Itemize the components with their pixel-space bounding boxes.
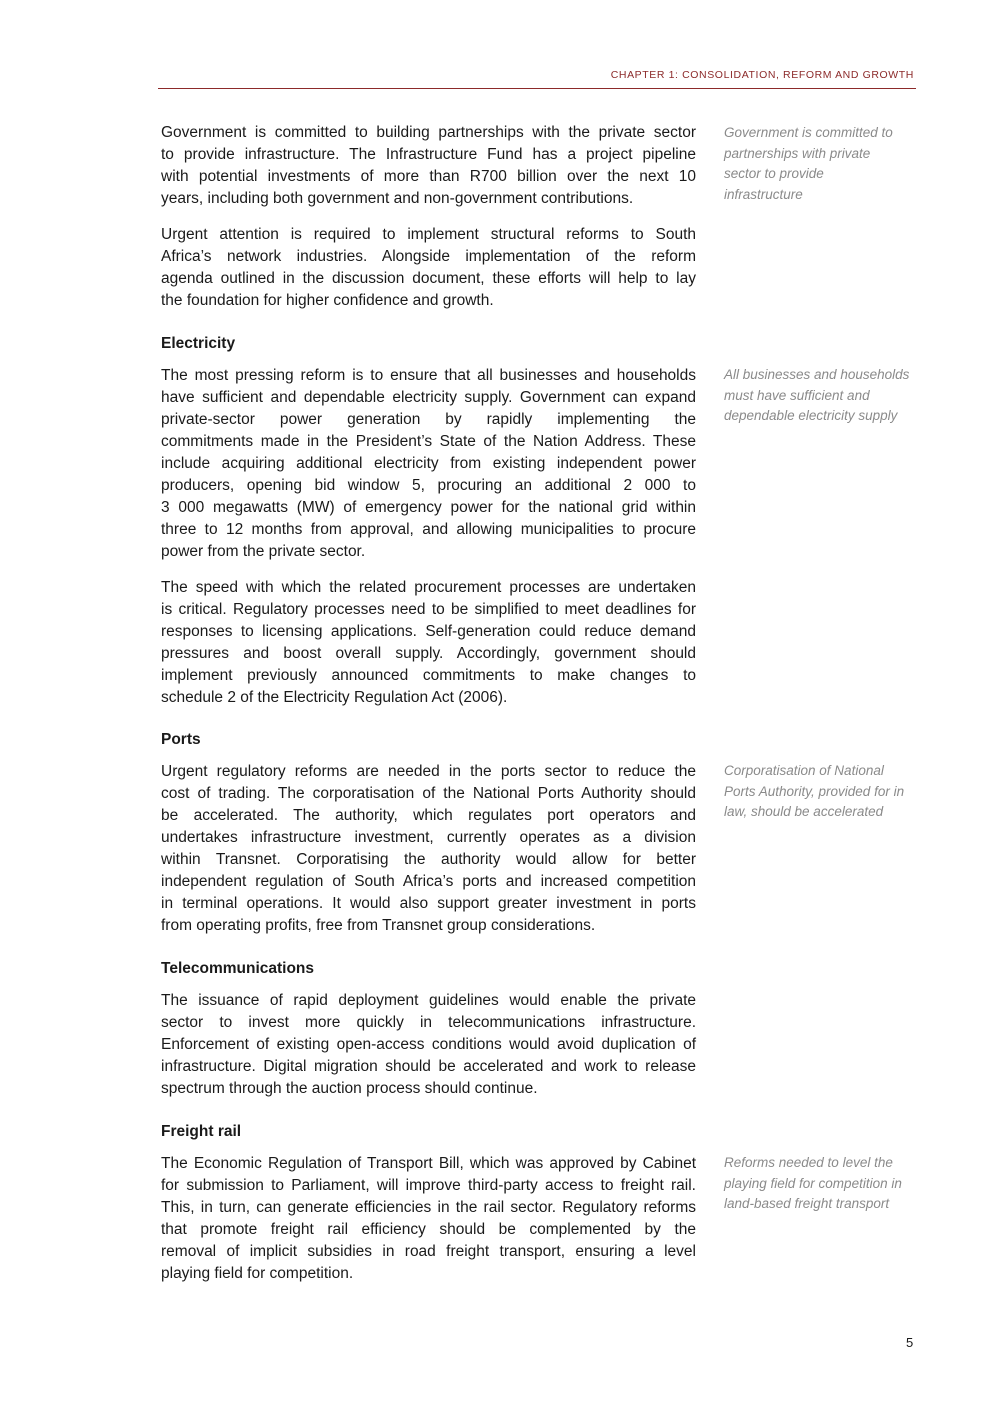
text-line: Urgent regulatory reforms are needed in the ports sector to reduce the [161, 763, 696, 780]
text-line: be accelerated. The authority, which regulates port operators and [161, 807, 696, 824]
heading-electricity: Electricity [161, 335, 236, 352]
text-line: Government is committed to building partnerships with the private sector [161, 124, 696, 141]
text-line: undertakes infrastructure investment, currently operates as a division [161, 829, 696, 846]
text-line: is critical. Regulatory processes need to be simplified to meet deadlines for [161, 601, 696, 618]
note-line: must have sufficient and [724, 387, 870, 403]
note-line: Government is committed to [724, 125, 893, 140]
margin-note-ports [724, 761, 924, 823]
text-line: Urgent attention is required to implement structural reforms to South [161, 226, 696, 243]
text-line: sector to invest more quickly in telecommunications infrastructure. [161, 1014, 696, 1031]
note-line: land-based freight transport [724, 1196, 890, 1211]
text-line: that promote freight rail efficiency should be complemented by the [161, 1221, 696, 1238]
text-line: to provide infrastructure. The Infrastructure Fund has a project pipeline [161, 146, 696, 163]
text-line: in terminal operations. It would also support greater investment in ports [161, 895, 696, 912]
heading-telecommunications: Telecommunications [161, 960, 315, 977]
text-line: producers, opening bid window 5, procuring an additional 2 000 to [161, 477, 696, 494]
paragraph-electricity-1 [161, 365, 696, 563]
text-line: 3 000 megawatts (MW) of emergency power for the national grid within [161, 499, 696, 516]
text-line: three to 12 months from approval, and allowing municipalities to procure [161, 521, 696, 538]
text-line: commitments made in the President’s State of the Nation Address. These [161, 433, 696, 450]
note-line: dependable electricity supply [724, 408, 898, 423]
text-line: Africa’s network industries. Alongside implementation of the reform [161, 248, 696, 265]
text-line: within Transnet. Corporatising the authority would allow for better [161, 851, 696, 868]
text-line: private-sector power generation by rapidly implementing the [161, 411, 696, 428]
paragraph-network-industries [161, 224, 696, 312]
text-line: Enforcement of existing open-access conditions would avoid duplication of [161, 1036, 696, 1053]
paragraph-telecommunications [161, 990, 696, 1100]
text-line: This, in turn, can generate efficiencies in the rail sector. Regulatory reforms [161, 1199, 696, 1216]
note-line: partnerships with private [724, 145, 871, 161]
note-line: Corporatisation of National [724, 763, 884, 778]
text-line: The Economic Regulation of Transport Bill, which was approved by Cabinet [161, 1155, 696, 1172]
chapter-title: CHAPTER 1: CONSOLIDATION, REFORM AND GROWTH [610, 69, 914, 81]
page-number: 5 [906, 1335, 914, 1350]
text-line: The most pressing reform is to ensure that all businesses and households [161, 367, 696, 384]
margin-note-infrastructure [724, 123, 924, 205]
note-line: Reforms needed to level the [724, 1155, 893, 1170]
text-line: spectrum through the auction process should continue. [161, 1080, 538, 1097]
text-line: removal of implicit subsidies in road freight transport, ensuring a level [161, 1243, 696, 1260]
note-line: law, should be accelerated [724, 804, 884, 819]
note-line: sector to provide [724, 166, 824, 181]
text-line: implement previously announced commitments to make changes to [161, 667, 696, 684]
text-line: from operating profits, free from Transnet group considerations. [161, 917, 596, 934]
text-line: cost of trading. The corporatisation of the National Ports Authority should [161, 785, 696, 802]
heading-ports: Ports [161, 731, 201, 748]
heading-freight-rail: Freight rail [161, 1123, 242, 1140]
text-line: playing field for competition. [161, 1265, 354, 1282]
text-line: have sufficient and dependable electricity supply. Government can expand [161, 389, 696, 406]
text-line: the foundation for higher confidence and growth. [161, 292, 494, 309]
paragraph-electricity-2 [161, 577, 696, 709]
margin-note-electricity [724, 365, 924, 427]
text-line: with potential investments of more than R700 billion over the next 10 [161, 168, 696, 185]
text-line: responses to licensing applications. Self-generation could reduce demand [161, 623, 696, 640]
text-line: The speed with which the related procurement processes are undertaken [161, 579, 696, 596]
text-line: independent regulation of South Africa’s ports and increased competition [161, 873, 696, 890]
paragraph-ports [161, 761, 696, 937]
text-line: power from the private sector. [161, 543, 366, 560]
text-line: years, including both government and non-government contributions. [161, 190, 634, 207]
text-line: pressures and boost overall supply. Accordingly, government should [161, 645, 696, 662]
paragraph-infrastructure [161, 122, 696, 210]
text-line: schedule 2 of the Electricity Regulation Act (2006). [161, 689, 508, 706]
text-line: for submission to Parliament, will improve third-party access to freight rail. [161, 1177, 696, 1194]
text-line: include acquiring additional electricity from existing independent power [161, 455, 696, 472]
page-header [158, 66, 916, 89]
text-line: infrastructure. Digital migration should be accelerated and work to release [161, 1058, 696, 1075]
note-line: playing field for competition in [724, 1175, 902, 1191]
note-line: infrastructure [724, 186, 803, 202]
margin-note-freight-rail [724, 1153, 924, 1215]
note-line: All businesses and households [724, 367, 910, 382]
text-line: The issuance of rapid deployment guidelines would enable the private [161, 992, 696, 1009]
paragraph-freight-rail [161, 1153, 696, 1285]
note-line: Ports Authority, provided for in [724, 783, 905, 799]
text-line: agenda outlined in the discussion document, these efforts will help to lay [161, 270, 696, 287]
